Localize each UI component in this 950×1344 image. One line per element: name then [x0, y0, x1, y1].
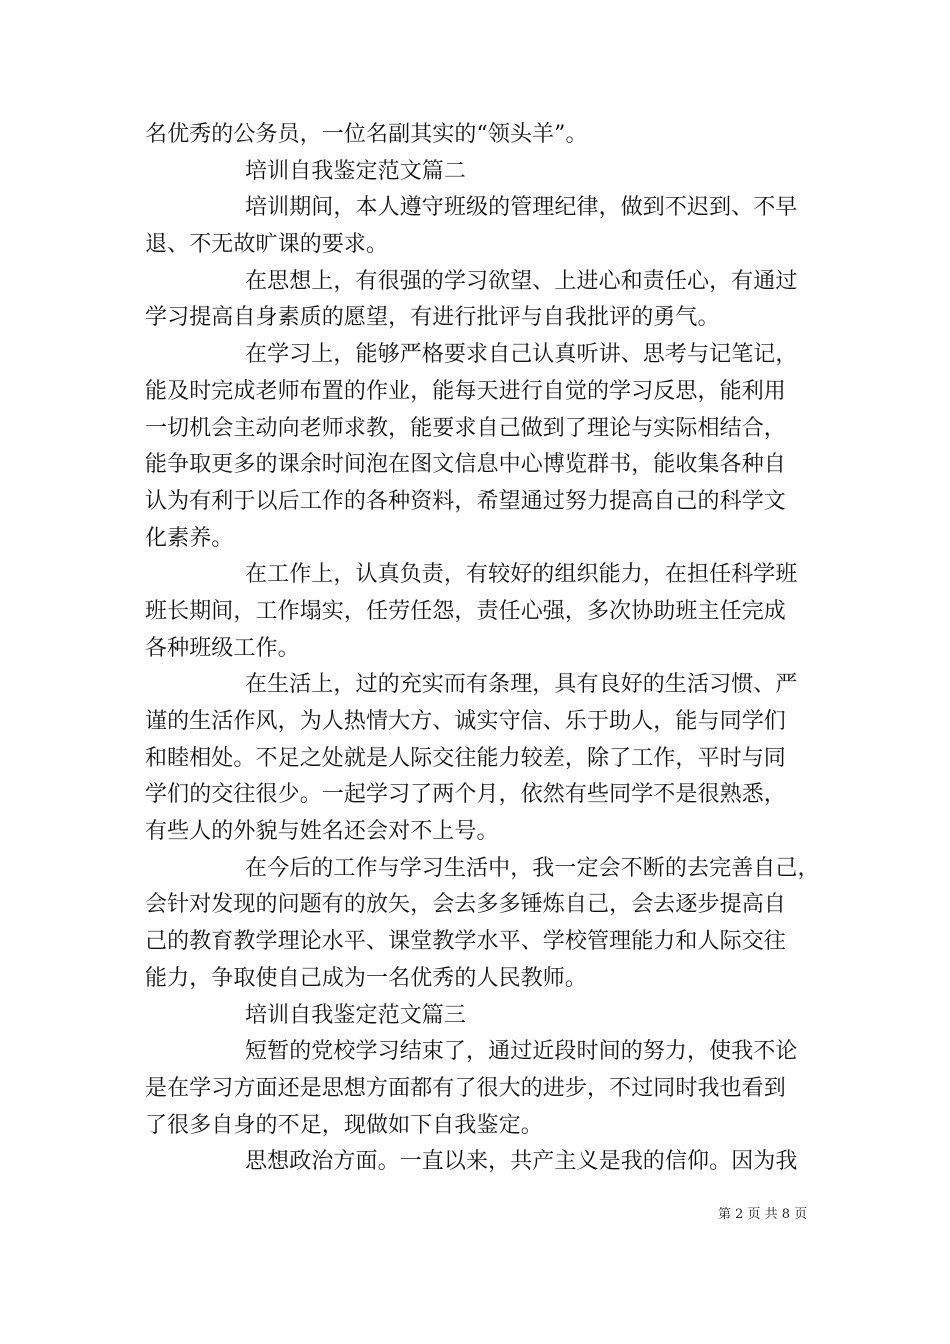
text-line: 一切机会主动向老师求教，能要求自己做到了理论与实际相结合， — [145, 415, 786, 441]
text-line: 培训期间，本人遵守班级的管理纪律，做到不迟到、不早 — [245, 195, 798, 221]
text-line: 化素养。 — [145, 525, 234, 551]
document-body — [145, 117, 820, 1181]
text-line: 短暂的党校学习结束了，通过近段时间的努力，使我不论 — [245, 1039, 798, 1065]
text-line: 能及时完成老师布置的作业，能每天进行自觉的学习反思，能利用 — [145, 378, 786, 404]
text-line: 会针对发现的问题有的放矢，会去多多锤炼自己，会去逐步提高自 — [145, 892, 786, 918]
text-line: 学习提高自身素质的愿望，有进行批评与自我批评的勇气。 — [145, 305, 720, 331]
section-heading: 培训自我鉴定范文篇三 — [245, 1002, 467, 1028]
text-line: 退、不无故旷课的要求。 — [145, 232, 389, 258]
text-line: 有些人的外貌与姓名还会对不上号。 — [145, 819, 499, 845]
text-line: 能力，争取使自己成为一名优秀的人民教师。 — [145, 965, 588, 991]
text-line: 学们的交往很少。一起学习了两个月，依然有些同学不是很熟悉， — [145, 782, 786, 808]
text-line: 了很多自身的不足，现做如下自我鉴定。 — [145, 1112, 543, 1138]
text-line: 是在学习方面还是思想方面都有了很大的进步，不过同时我也看到 — [145, 1075, 786, 1101]
text-line: 在生活上，过的充实而有条理，具有良好的生活习惯、严 — [245, 672, 798, 698]
text-line: 在工作上，认真负责，有较好的组织能力，在担任科学班 — [245, 562, 798, 588]
text-line: 班长期间，工作塌实，任劳任怨，责任心强，多次协助班主任完成 — [145, 598, 786, 624]
text-line: 在学习上，能够严格要求自己认真听讲、思考与记笔记， — [245, 342, 798, 368]
text-line: 认为有利于以后工作的各种资料，希望通过努力提高自己的科学文 — [145, 488, 786, 514]
text-line: 名优秀的公务员，一位名副其实的“领头羊”。 — [145, 122, 588, 147]
text-line: 在思想上，有很强的学习欲望、上进心和责任心，有通过 — [245, 268, 798, 294]
text-line: 谨的生活作风，为人热情大方、诚实守信、乐于助人，能与同学们 — [145, 709, 786, 734]
section-heading: 培训自我鉴定范文篇二 — [245, 158, 467, 184]
page-number-footer: 第 2 页 共 8 页 — [718, 1207, 808, 1222]
text-line: 和睦相处。不足之处就是人际交往能力较差，除了工作，平时与同 — [145, 745, 786, 771]
text-line: 能争取更多的课余时间泡在图文信息中心博览群书，能收集各种自 — [145, 452, 786, 478]
text-line: 在今后的工作与学习生活中，我一定会不断的去完善自己， — [245, 855, 820, 881]
text-line: 思想政治方面。一直以来，共产主义是我的信仰。因为我 — [245, 1149, 798, 1175]
text-line: 各种班级工作。 — [145, 635, 300, 661]
text-line: 己的教育教学理论水平、课堂教学水平、学校管理能力和人际交往 — [145, 929, 786, 955]
